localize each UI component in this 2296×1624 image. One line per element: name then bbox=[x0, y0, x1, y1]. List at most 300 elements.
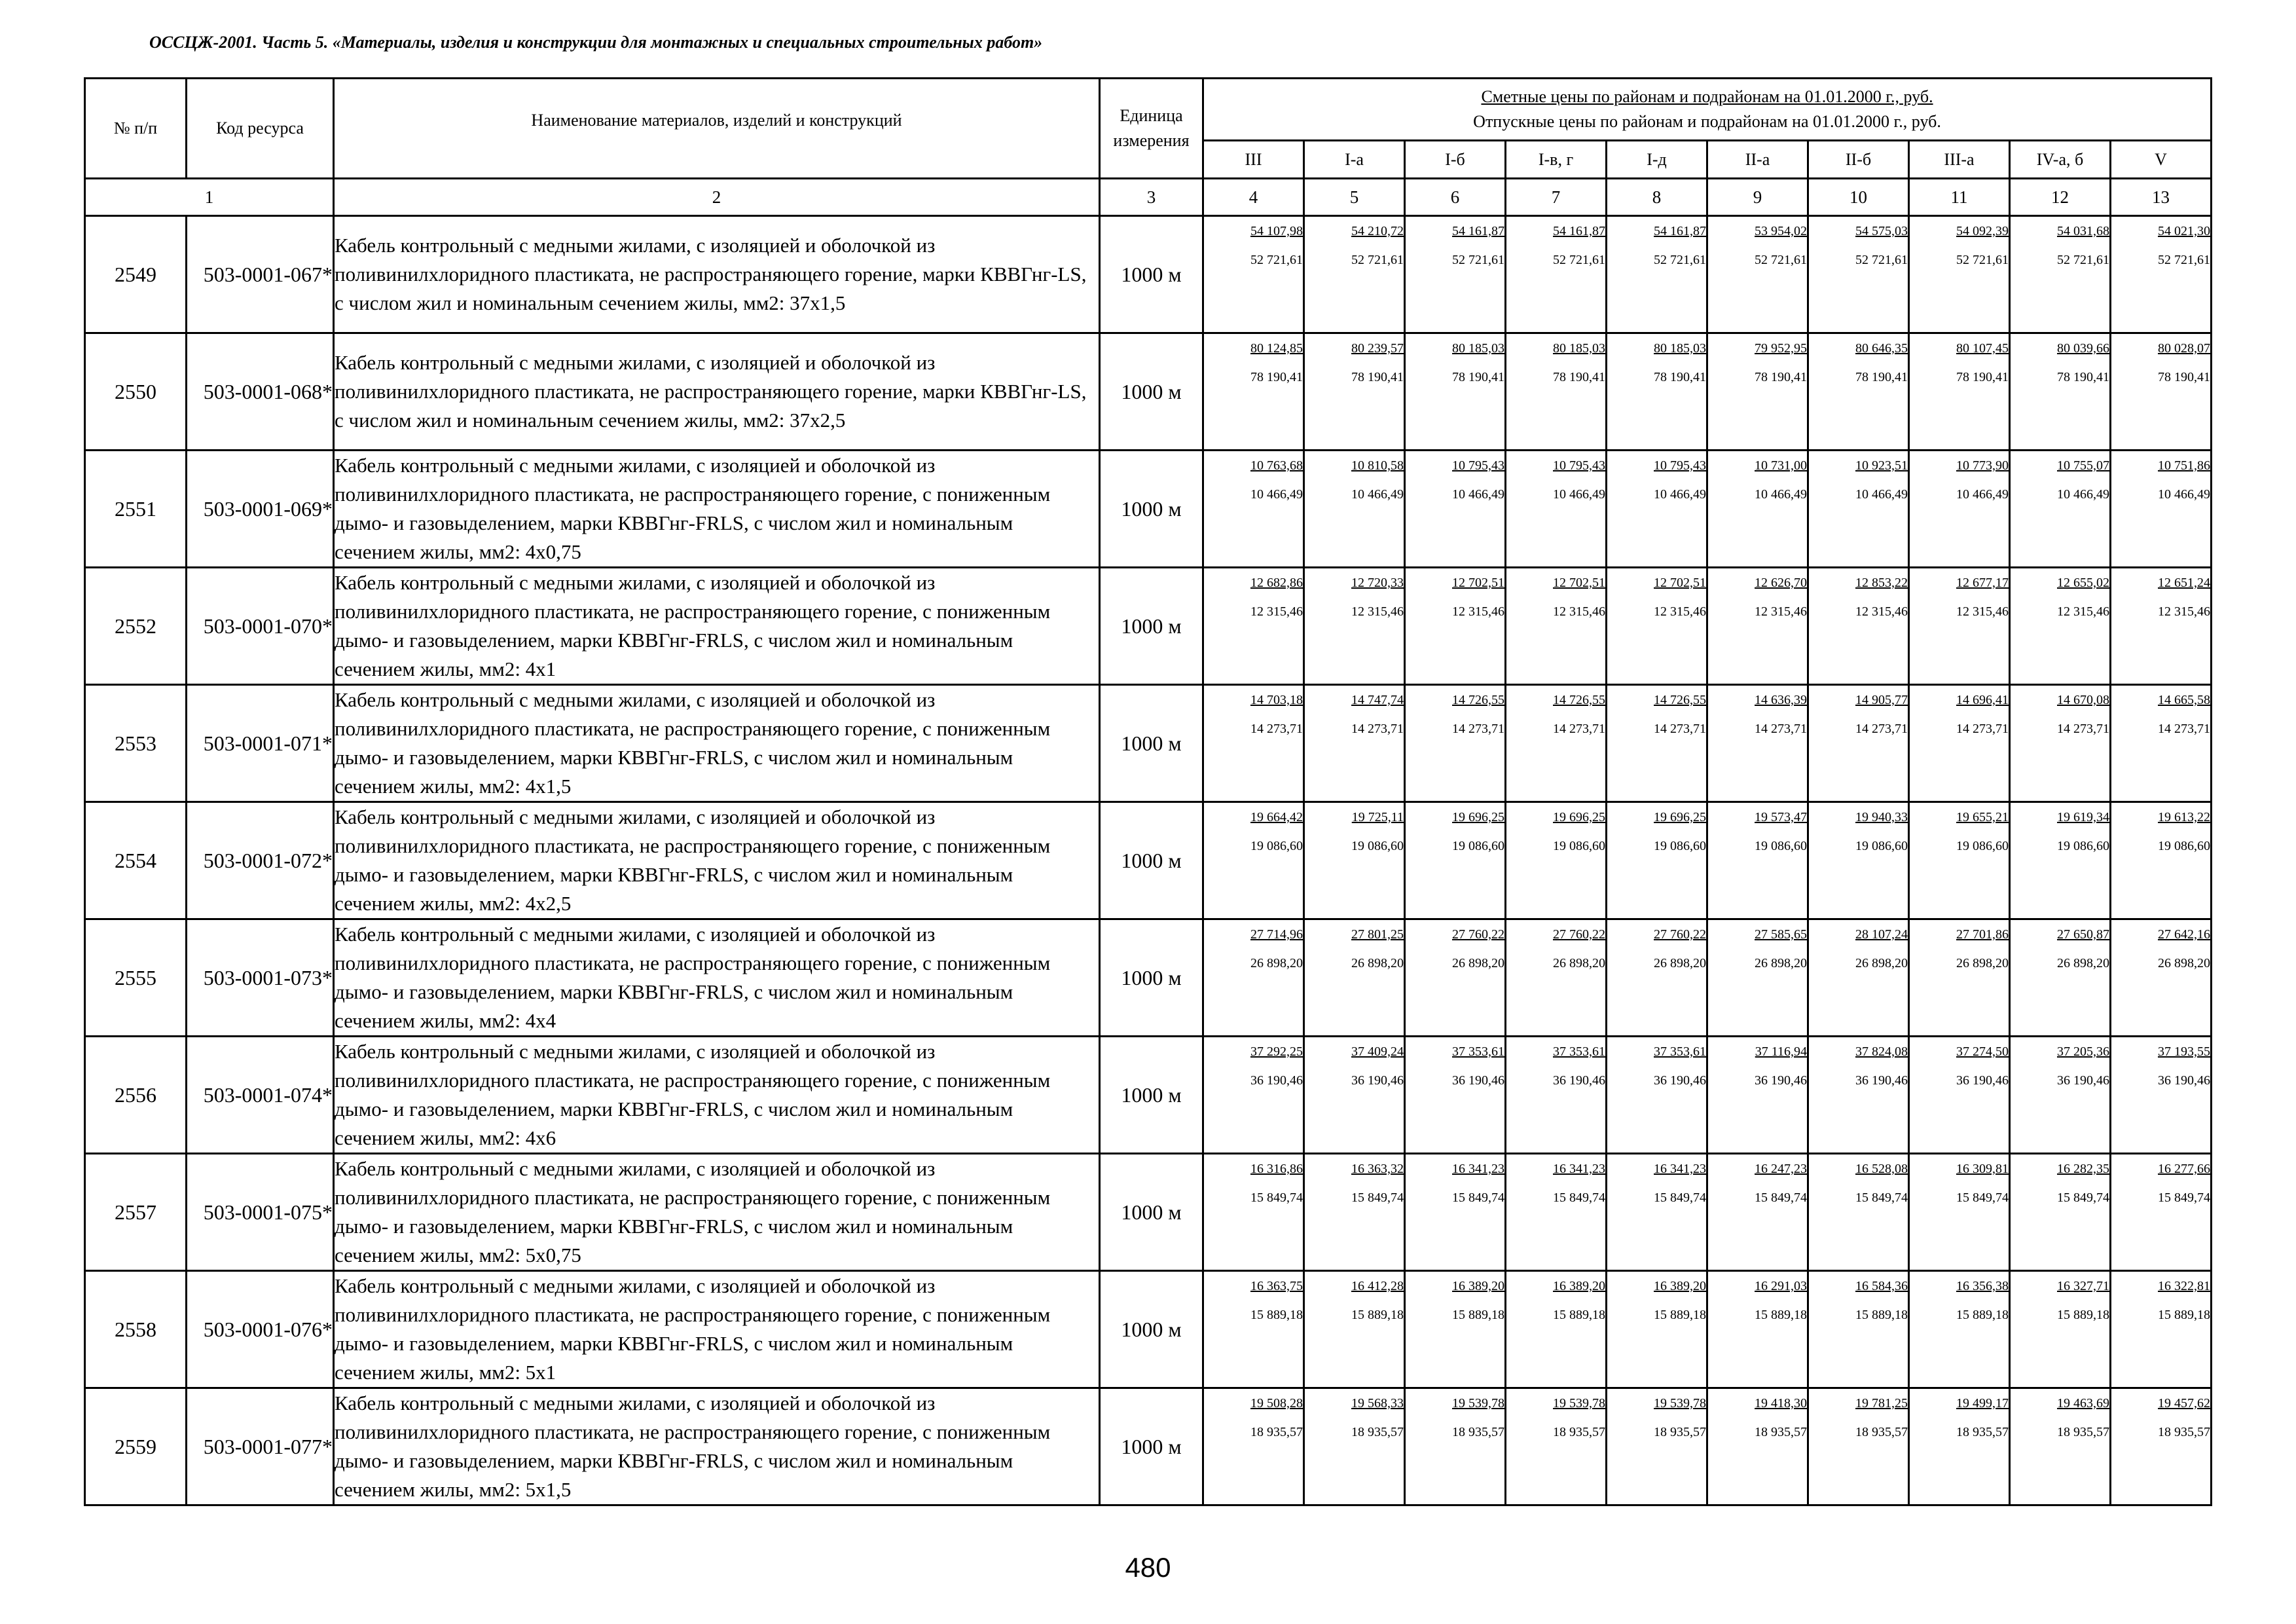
price-cell bbox=[1909, 1388, 2010, 1505]
release-price: 36 190,46 bbox=[1654, 1073, 1706, 1088]
estimate-price: 37 824,08 bbox=[1855, 1044, 1908, 1059]
estimate-price: 10 795,43 bbox=[1654, 458, 1706, 473]
resource-code: 503-0001-068* bbox=[187, 333, 334, 451]
price-cell bbox=[1304, 333, 1405, 451]
release-price: 26 898,20 bbox=[2057, 956, 2109, 970]
resource-code: 503-0001-076* bbox=[187, 1271, 334, 1388]
release-price: 15 889,18 bbox=[1250, 1308, 1303, 1322]
estimate-price: 37 116,94 bbox=[1755, 1044, 1807, 1059]
release-price: 18 935,57 bbox=[1351, 1425, 1404, 1439]
resource-code: 503-0001-077* bbox=[187, 1388, 334, 1505]
column-number: 6 bbox=[1405, 179, 1506, 216]
price-cell bbox=[1405, 1037, 1506, 1154]
row-number: 2551 bbox=[85, 451, 187, 568]
estimate-price: 80 039,66 bbox=[2057, 341, 2109, 356]
release-price: 15 889,18 bbox=[1855, 1308, 1908, 1322]
release-price: 15 889,18 bbox=[1351, 1308, 1404, 1322]
price-cell bbox=[1304, 568, 1405, 685]
estimate-price: 16 584,36 bbox=[1855, 1279, 1908, 1293]
table-row bbox=[85, 1154, 2212, 1271]
estimate-price: 79 952,95 bbox=[1755, 341, 1807, 356]
unit-cell: 1000 м bbox=[1100, 685, 1203, 802]
release-price: 19 086,60 bbox=[1452, 839, 1504, 853]
estimate-price: 27 760,22 bbox=[1553, 927, 1605, 942]
release-price: 12 315,46 bbox=[1452, 604, 1504, 619]
release-price: 15 889,18 bbox=[1654, 1308, 1706, 1322]
column-number: 11 bbox=[1909, 179, 2010, 216]
price-cell bbox=[1203, 1154, 1304, 1271]
estimate-price: 16 363,32 bbox=[1351, 1162, 1404, 1176]
estimate-price: 54 161,87 bbox=[1452, 224, 1504, 238]
price-cell bbox=[2111, 685, 2212, 802]
release-price: 12 315,46 bbox=[1855, 604, 1908, 619]
release-price: 12 315,46 bbox=[1654, 604, 1706, 619]
release-price: 26 898,20 bbox=[1553, 956, 1605, 970]
price-cell bbox=[2010, 1271, 2111, 1388]
estimate-price: 80 646,35 bbox=[1855, 341, 1908, 356]
price-cell bbox=[1304, 1154, 1405, 1271]
resource-code: 503-0001-073* bbox=[187, 919, 334, 1037]
release-price: 26 898,20 bbox=[1250, 956, 1303, 970]
estimate-price: 27 760,22 bbox=[1654, 927, 1706, 942]
estimate-price: 19 499,17 bbox=[1956, 1396, 2009, 1411]
release-price: 78 190,41 bbox=[1755, 370, 1807, 384]
estimate-price: 80 124,85 bbox=[1250, 341, 1303, 356]
column-number: 5 bbox=[1304, 179, 1405, 216]
price-cell bbox=[1909, 685, 2010, 802]
price-cell bbox=[1405, 333, 1506, 451]
estimate-price: 54 575,03 bbox=[1855, 224, 1908, 238]
release-price: 52 721,61 bbox=[1452, 253, 1504, 267]
estimate-price: 10 731,00 bbox=[1755, 458, 1807, 473]
release-price: 78 190,41 bbox=[1351, 370, 1404, 384]
estimate-price: 14 703,18 bbox=[1250, 693, 1303, 707]
release-price: 52 721,61 bbox=[1351, 253, 1404, 267]
material-name: Кабель контрольный с медными жилами, с изоляцией и оболочкой из поливинилхлоридного пластиката, не распространяющего горение, с пониженным дымо- и газовыделением, марки КВВГнг-FRLS, с числом жил и номинальным сечением жилы, мм2: 5х0,75 bbox=[334, 1154, 1100, 1271]
estimate-price: 80 185,03 bbox=[1553, 341, 1605, 356]
estimate-price: 19 457,62 bbox=[2158, 1396, 2211, 1411]
estimate-price: 80 107,45 bbox=[1956, 341, 2009, 356]
price-cell bbox=[2111, 451, 2212, 568]
column-number: 1 bbox=[85, 179, 334, 216]
release-price: 14 273,71 bbox=[1956, 722, 2009, 736]
material-name: Кабель контрольный с медными жилами, с изоляцией и оболочкой из поливинилхлоридного пластиката, не распространяющего горение, с пониженным дымо- и газовыделением, марки КВВГнг-FRLS, с числом жил и номинальным сечением жилы, мм2: 4х0,75 bbox=[334, 451, 1100, 568]
price-cell bbox=[1707, 1271, 1808, 1388]
release-price: 26 898,20 bbox=[1755, 956, 1807, 970]
price-cell bbox=[1607, 685, 1707, 802]
estimate-price: 14 726,55 bbox=[1553, 693, 1605, 707]
release-price: 78 190,41 bbox=[1452, 370, 1504, 384]
price-cell bbox=[2010, 216, 2111, 333]
estimate-price: 19 539,78 bbox=[1654, 1396, 1706, 1411]
release-price: 10 466,49 bbox=[1654, 487, 1706, 502]
release-price: 26 898,20 bbox=[1654, 956, 1706, 970]
release-price: 15 849,74 bbox=[2158, 1190, 2211, 1205]
estimate-price: 10 773,90 bbox=[1956, 458, 2009, 473]
price-cell bbox=[1304, 919, 1405, 1037]
header-code: Код ресурса bbox=[187, 79, 334, 179]
column-number: 8 bbox=[1607, 179, 1707, 216]
table-row bbox=[85, 568, 2212, 685]
release-price: 36 190,46 bbox=[1855, 1073, 1908, 1088]
price-cell bbox=[1304, 1037, 1405, 1154]
release-price: 18 935,57 bbox=[1855, 1425, 1908, 1439]
estimate-price: 54 161,87 bbox=[1553, 224, 1605, 238]
release-price: 14 273,71 bbox=[2158, 722, 2211, 736]
price-cell bbox=[2010, 451, 2111, 568]
price-cell bbox=[1707, 568, 1808, 685]
estimate-price: 54 031,68 bbox=[2057, 224, 2109, 238]
estimate-price: 37 353,61 bbox=[1654, 1044, 1706, 1059]
price-cell bbox=[2111, 1154, 2212, 1271]
price-cell bbox=[1909, 216, 2010, 333]
price-cell bbox=[1808, 919, 1909, 1037]
estimate-price: 10 923,51 bbox=[1855, 458, 1908, 473]
estimate-price: 14 670,08 bbox=[2057, 693, 2109, 707]
header-region: I-б bbox=[1405, 141, 1506, 179]
estimate-price: 28 107,24 bbox=[1855, 927, 1908, 942]
release-price: 10 466,49 bbox=[1755, 487, 1807, 502]
table-row bbox=[85, 451, 2212, 568]
header-name: Наименование материалов, изделий и конструкций bbox=[334, 79, 1100, 179]
release-price: 18 935,57 bbox=[1755, 1425, 1807, 1439]
estimate-price: 37 193,55 bbox=[2158, 1044, 2211, 1059]
release-price: 36 190,46 bbox=[1755, 1073, 1807, 1088]
release-price: 15 849,74 bbox=[1956, 1190, 2009, 1205]
estimate-price: 12 677,17 bbox=[1956, 576, 2009, 590]
estimate-price: 10 795,43 bbox=[1452, 458, 1504, 473]
release-price: 15 889,18 bbox=[2158, 1308, 2211, 1322]
price-cell bbox=[1203, 1037, 1304, 1154]
estimate-price: 19 463,69 bbox=[2057, 1396, 2109, 1411]
estimate-price: 16 309,81 bbox=[1956, 1162, 2009, 1176]
release-price: 19 086,60 bbox=[1654, 839, 1706, 853]
price-cell bbox=[1304, 1388, 1405, 1505]
unit-cell: 1000 м bbox=[1100, 1271, 1203, 1388]
price-cell bbox=[1203, 216, 1304, 333]
release-price: 26 898,20 bbox=[1956, 956, 2009, 970]
table-row bbox=[85, 685, 2212, 802]
price-cell bbox=[1506, 919, 1607, 1037]
price-cell bbox=[1304, 802, 1405, 919]
resource-code: 503-0001-075* bbox=[187, 1154, 334, 1271]
price-cell bbox=[2111, 1388, 2212, 1505]
estimate-price: 14 726,55 bbox=[1452, 693, 1504, 707]
price-cell bbox=[1707, 919, 1808, 1037]
estimate-price: 10 755,07 bbox=[2057, 458, 2109, 473]
price-cell bbox=[1405, 568, 1506, 685]
price-cell bbox=[1304, 451, 1405, 568]
row-number: 2556 bbox=[85, 1037, 187, 1154]
estimate-price: 14 665,58 bbox=[2158, 693, 2211, 707]
price-cell bbox=[1808, 1154, 1909, 1271]
estimate-price: 10 810,58 bbox=[1351, 458, 1404, 473]
release-price: 14 273,71 bbox=[1855, 722, 1908, 736]
material-name: Кабель контрольный с медными жилами, с изоляцией и оболочкой из поливинилхлоридного пластиката, не распространяющего горение, с пониженным дымо- и газовыделением, марки КВВГнг-FRLS, с числом жил и номинальным сечением жилы, мм2: 4х1,5 bbox=[334, 685, 1100, 802]
price-cell bbox=[1506, 216, 1607, 333]
price-cell bbox=[1405, 919, 1506, 1037]
estimate-price: 54 021,30 bbox=[2158, 224, 2211, 238]
estimate-price: 54 092,39 bbox=[1956, 224, 2009, 238]
unit-cell: 1000 м bbox=[1100, 333, 1203, 451]
price-cell bbox=[1707, 1154, 1808, 1271]
release-price: 19 086,60 bbox=[2057, 839, 2109, 853]
release-price: 15 849,74 bbox=[1654, 1190, 1706, 1205]
release-price: 14 273,71 bbox=[1452, 722, 1504, 736]
estimate-price: 19 725,11 bbox=[1351, 810, 1404, 824]
price-cell bbox=[1808, 1271, 1909, 1388]
estimate-price: 12 655,02 bbox=[2057, 576, 2109, 590]
estimate-price: 16 341,23 bbox=[1553, 1162, 1605, 1176]
price-cell bbox=[1405, 685, 1506, 802]
price-cell bbox=[1909, 451, 2010, 568]
price-cell bbox=[2010, 333, 2111, 451]
estimate-price: 16 389,20 bbox=[1654, 1279, 1706, 1293]
unit-cell: 1000 м bbox=[1100, 451, 1203, 568]
release-price: 14 273,71 bbox=[1553, 722, 1605, 736]
release-price: 10 466,49 bbox=[1351, 487, 1404, 502]
row-number: 2553 bbox=[85, 685, 187, 802]
price-cell bbox=[1506, 568, 1607, 685]
estimate-price: 19 781,25 bbox=[1855, 1396, 1908, 1411]
estimate-price: 27 585,65 bbox=[1755, 927, 1807, 942]
price-cell bbox=[1909, 1154, 2010, 1271]
estimate-price: 12 626,70 bbox=[1755, 576, 1807, 590]
price-cell bbox=[1607, 333, 1707, 451]
row-number: 2555 bbox=[85, 919, 187, 1037]
estimate-price: 16 528,08 bbox=[1855, 1162, 1908, 1176]
price-cell bbox=[2111, 802, 2212, 919]
price-cell bbox=[1808, 333, 1909, 451]
release-price: 18 935,57 bbox=[1553, 1425, 1605, 1439]
estimate-price: 19 573,47 bbox=[1755, 810, 1807, 824]
release-price: 19 086,60 bbox=[1956, 839, 2009, 853]
price-cell bbox=[1607, 1154, 1707, 1271]
resource-code: 503-0001-072* bbox=[187, 802, 334, 919]
material-name: Кабель контрольный с медными жилами, с изоляцией и оболочкой из поливинилхлоридного пластиката, не распространяющего горение, марки КВВГнг-LS, с числом жил и номинальным сечением жилы, мм2: 37х2,5 bbox=[334, 333, 1100, 451]
material-name: Кабель контрольный с медными жилами, с изоляцией и оболочкой из поливинилхлоридного пластиката, не распространяющего горение, с пониженным дымо- и газовыделением, марки КВВГнг-FRLS, с числом жил и номинальным сечением жилы, мм2: 4х2,5 bbox=[334, 802, 1100, 919]
release-price: 52 721,61 bbox=[2057, 253, 2109, 267]
header-estimate-prices: Сметные цены по районам и подрайонам на 01.01.2000 г., руб. bbox=[1481, 87, 1933, 106]
release-price: 15 849,74 bbox=[2057, 1190, 2109, 1205]
estimate-price: 27 650,87 bbox=[2057, 927, 2109, 942]
release-price: 19 086,60 bbox=[2158, 839, 2211, 853]
estimate-price: 37 292,25 bbox=[1250, 1044, 1303, 1059]
price-cell bbox=[1607, 451, 1707, 568]
price-cell bbox=[1203, 685, 1304, 802]
estimate-price: 12 720,33 bbox=[1351, 576, 1404, 590]
material-name: Кабель контрольный с медными жилами, с изоляцией и оболочкой из поливинилхлоридного пластиката, не распространяющего горение, марки КВВГнг-LS, с числом жил и номинальным сечением жилы, мм2: 37х1,5 bbox=[334, 216, 1100, 333]
estimate-price: 37 274,50 bbox=[1956, 1044, 2009, 1059]
estimate-price: 19 940,33 bbox=[1855, 810, 1908, 824]
release-price: 14 273,71 bbox=[1755, 722, 1807, 736]
release-price: 10 466,49 bbox=[1855, 487, 1908, 502]
release-price: 18 935,57 bbox=[1452, 1425, 1504, 1439]
unit-cell: 1000 м bbox=[1100, 1388, 1203, 1505]
release-price: 36 190,46 bbox=[2158, 1073, 2211, 1088]
release-price: 36 190,46 bbox=[2057, 1073, 2109, 1088]
release-price: 26 898,20 bbox=[1452, 956, 1504, 970]
release-price: 18 935,57 bbox=[1250, 1425, 1303, 1439]
column-number: 7 bbox=[1506, 179, 1607, 216]
header-npp: № п/п bbox=[85, 79, 187, 179]
price-cell bbox=[2010, 1154, 2111, 1271]
release-price: 10 466,49 bbox=[1452, 487, 1504, 502]
price-cell bbox=[1405, 1154, 1506, 1271]
unit-cell: 1000 м bbox=[1100, 1154, 1203, 1271]
price-cell bbox=[1203, 333, 1304, 451]
price-cell bbox=[1506, 685, 1607, 802]
release-price: 78 190,41 bbox=[1250, 370, 1303, 384]
price-cell bbox=[2010, 1037, 2111, 1154]
estimate-price: 14 747,74 bbox=[1351, 693, 1404, 707]
price-cell bbox=[2111, 568, 2212, 685]
column-number: 12 bbox=[2010, 179, 2111, 216]
price-cell bbox=[1203, 1388, 1304, 1505]
estimate-price: 16 327,71 bbox=[2057, 1279, 2109, 1293]
release-price: 10 466,49 bbox=[1956, 487, 2009, 502]
release-price: 12 315,46 bbox=[1250, 604, 1303, 619]
row-number: 2557 bbox=[85, 1154, 187, 1271]
release-price: 18 935,57 bbox=[1956, 1425, 2009, 1439]
price-cell bbox=[2111, 333, 2212, 451]
estimate-price: 37 205,36 bbox=[2057, 1044, 2109, 1059]
release-price: 15 889,18 bbox=[2057, 1308, 2109, 1322]
price-cell bbox=[1405, 451, 1506, 568]
header-region: III-а bbox=[1909, 141, 2010, 179]
release-price: 52 721,61 bbox=[1855, 253, 1908, 267]
release-price: 52 721,61 bbox=[1956, 253, 2009, 267]
price-cell bbox=[1203, 1271, 1304, 1388]
price-cell bbox=[1506, 333, 1607, 451]
release-price: 10 466,49 bbox=[1250, 487, 1303, 502]
release-price: 10 466,49 bbox=[2158, 487, 2211, 502]
price-cell bbox=[1808, 685, 1909, 802]
material-name: Кабель контрольный с медными жилами, с изоляцией и оболочкой из поливинилхлоридного пластиката, не распространяющего горение, с пониженным дымо- и газовыделением, марки КВВГнг-FRLS, с числом жил и номинальным сечением жилы, мм2: 5х1,5 bbox=[334, 1388, 1100, 1505]
release-price: 36 190,46 bbox=[1452, 1073, 1504, 1088]
release-price: 52 721,61 bbox=[1553, 253, 1605, 267]
price-cell bbox=[1607, 1388, 1707, 1505]
estimate-price: 19 619,34 bbox=[2057, 810, 2109, 824]
resource-code: 503-0001-071* bbox=[187, 685, 334, 802]
estimate-price: 16 316,86 bbox=[1250, 1162, 1303, 1176]
release-price: 14 273,71 bbox=[1654, 722, 1706, 736]
header-prices bbox=[1203, 79, 2212, 141]
estimate-price: 10 795,43 bbox=[1553, 458, 1605, 473]
release-price: 15 849,74 bbox=[1351, 1190, 1404, 1205]
estimate-price: 16 322,81 bbox=[2158, 1279, 2211, 1293]
header-region: II-б bbox=[1808, 141, 1909, 179]
price-cell bbox=[1909, 1037, 2010, 1154]
price-cell bbox=[1607, 568, 1707, 685]
unit-cell: 1000 м bbox=[1100, 216, 1203, 333]
price-cell bbox=[1304, 1271, 1405, 1388]
estimate-price: 19 655,21 bbox=[1956, 810, 2009, 824]
release-price: 12 315,46 bbox=[2057, 604, 2109, 619]
estimate-price: 37 353,61 bbox=[1452, 1044, 1504, 1059]
estimate-price: 14 905,77 bbox=[1855, 693, 1908, 707]
release-price: 19 086,60 bbox=[1855, 839, 1908, 853]
release-price: 15 889,18 bbox=[1553, 1308, 1605, 1322]
price-cell bbox=[1506, 1037, 1607, 1154]
price-cell bbox=[1909, 1271, 2010, 1388]
estimate-price: 37 409,24 bbox=[1351, 1044, 1404, 1059]
release-price: 36 190,46 bbox=[1956, 1073, 2009, 1088]
estimate-price: 16 356,38 bbox=[1956, 1279, 2009, 1293]
estimate-price: 19 539,78 bbox=[1553, 1396, 1605, 1411]
release-price: 26 898,20 bbox=[1351, 956, 1404, 970]
estimate-price: 16 291,03 bbox=[1755, 1279, 1807, 1293]
estimate-price: 16 389,20 bbox=[1452, 1279, 1504, 1293]
release-price: 14 273,71 bbox=[1250, 722, 1303, 736]
release-price: 36 190,46 bbox=[1351, 1073, 1404, 1088]
release-price: 52 721,61 bbox=[1654, 253, 1706, 267]
estimate-price: 80 028,07 bbox=[2158, 341, 2211, 356]
price-cell bbox=[1607, 216, 1707, 333]
price-cell bbox=[1909, 568, 2010, 685]
header-region: I-д bbox=[1607, 141, 1707, 179]
price-cell bbox=[2010, 568, 2111, 685]
estimate-price: 80 185,03 bbox=[1452, 341, 1504, 356]
price-cell bbox=[2010, 802, 2111, 919]
estimate-price: 27 714,96 bbox=[1250, 927, 1303, 942]
estimate-price: 37 353,61 bbox=[1553, 1044, 1605, 1059]
release-price: 78 190,41 bbox=[1956, 370, 2009, 384]
estimate-price: 19 508,28 bbox=[1250, 1396, 1303, 1411]
estimate-price: 14 696,41 bbox=[1956, 693, 2009, 707]
estimate-price: 16 277,66 bbox=[2158, 1162, 2211, 1176]
estimate-price: 19 696,25 bbox=[1553, 810, 1605, 824]
material-name: Кабель контрольный с медными жилами, с изоляцией и оболочкой из поливинилхлоридного пластиката, не распространяющего горение, с пониженным дымо- и газовыделением, марки КВВГнг-FRLS, с числом жил и номинальным сечением жилы, мм2: 4х6 bbox=[334, 1037, 1100, 1154]
estimate-price: 27 701,86 bbox=[1956, 927, 2009, 942]
price-cell bbox=[1203, 802, 1304, 919]
release-price: 12 315,46 bbox=[1956, 604, 2009, 619]
header-region: III bbox=[1203, 141, 1304, 179]
release-price: 15 849,74 bbox=[1855, 1190, 1908, 1205]
release-price: 78 190,41 bbox=[1654, 370, 1706, 384]
price-cell bbox=[2111, 216, 2212, 333]
price-cell bbox=[1405, 802, 1506, 919]
price-cell bbox=[2111, 1271, 2212, 1388]
header-region: V bbox=[2111, 141, 2212, 179]
release-price: 14 273,71 bbox=[1351, 722, 1404, 736]
estimate-price: 12 682,86 bbox=[1250, 576, 1303, 590]
estimate-price: 27 642,16 bbox=[2158, 927, 2211, 942]
resource-code: 503-0001-069* bbox=[187, 451, 334, 568]
price-cell bbox=[2010, 919, 2111, 1037]
estimate-price: 54 210,72 bbox=[1351, 224, 1404, 238]
price-cell bbox=[1607, 1271, 1707, 1388]
row-number: 2558 bbox=[85, 1271, 187, 1388]
header-region: I-в, г bbox=[1506, 141, 1607, 179]
price-cell bbox=[1909, 333, 2010, 451]
estimate-price: 14 636,39 bbox=[1755, 693, 1807, 707]
unit-cell: 1000 м bbox=[1100, 802, 1203, 919]
header-region: I-а bbox=[1304, 141, 1405, 179]
estimate-price: 54 107,98 bbox=[1250, 224, 1303, 238]
estimate-price: 19 664,42 bbox=[1250, 810, 1303, 824]
release-price: 19 086,60 bbox=[1553, 839, 1605, 853]
price-cell bbox=[1707, 451, 1808, 568]
release-price: 15 889,18 bbox=[1956, 1308, 2009, 1322]
price-cell bbox=[2111, 1037, 2212, 1154]
price-cell bbox=[1909, 802, 2010, 919]
table-row bbox=[85, 802, 2212, 919]
header-unit: Единица измерения bbox=[1100, 79, 1203, 179]
release-price: 52 721,61 bbox=[2158, 253, 2211, 267]
release-price: 78 190,41 bbox=[2057, 370, 2109, 384]
column-number: 13 bbox=[2111, 179, 2212, 216]
